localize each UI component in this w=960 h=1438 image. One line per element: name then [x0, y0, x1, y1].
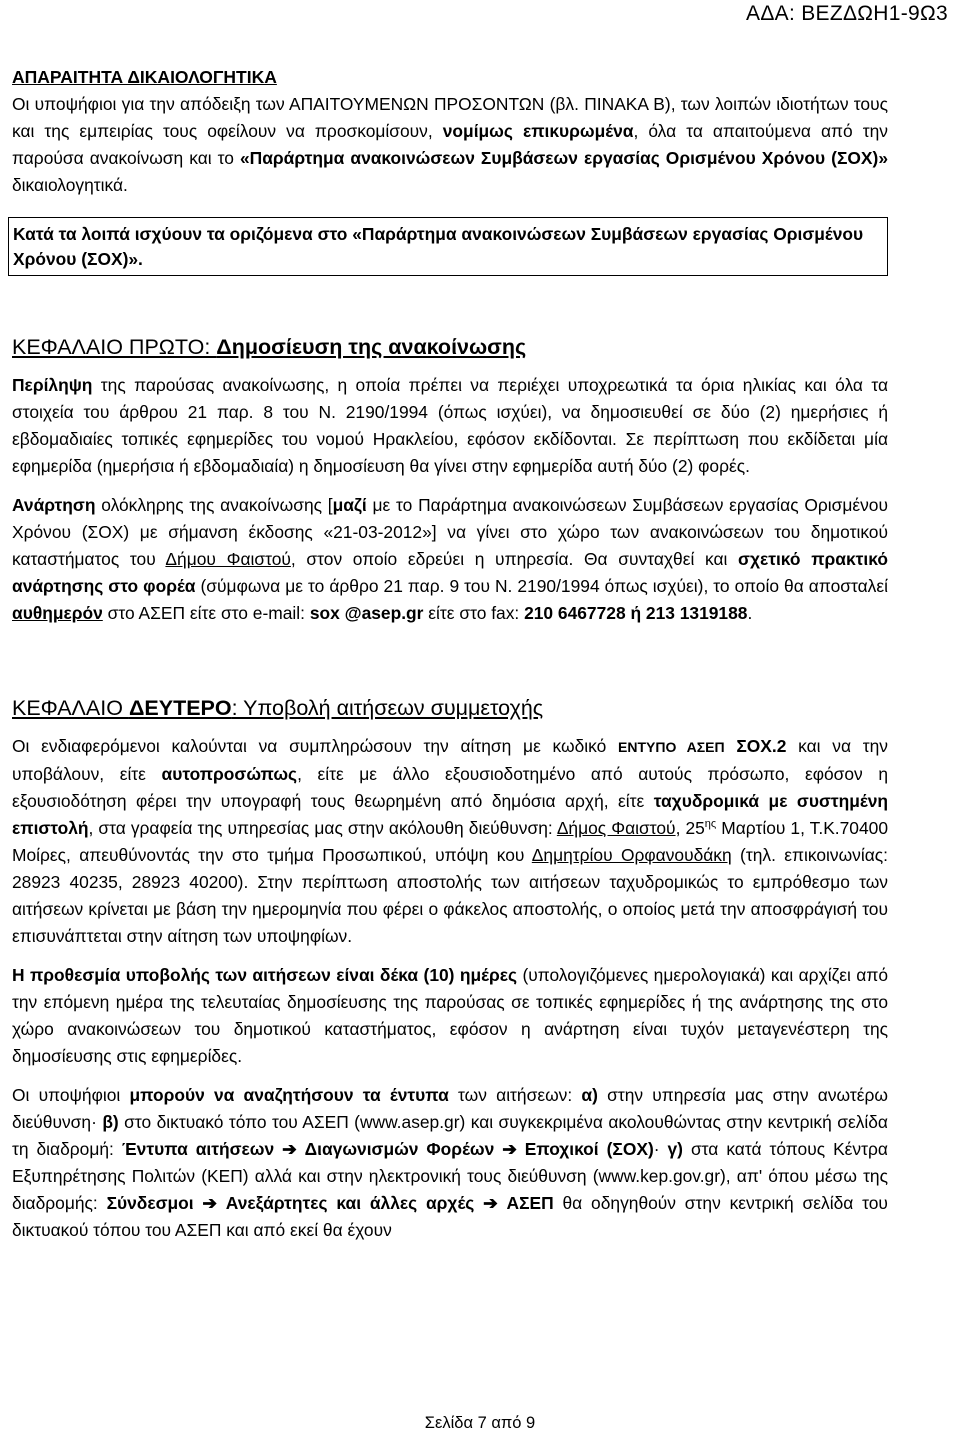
- summary-paragraph: Περίληψη της παρούσας ανακοίνωσης, η οποία πρέπει να περιέχει υποχρεωτικά τα όρια ηλικίας και όλα τα στοιχεία του άρθρου 21 παρ. 8 του Ν. 2190/1994 (όπως ισχύει), να δημοσιευθεί σε δύο (2) ημερήσιες ή εβδομαδιαίες τοπικές εφημερίδες του νομού Ηρακλείου, εφόσον εκδίδονται. Σε περίπτωση που εκδίδεται μία εφημερίδα (ημερήσια ή εβδομαδιαία) η δημοσίευση θα γίνει στην εφημερίδα αυτή δύο (2) φορές.: [12, 375, 888, 476]
- forms-paragraph: Οι υποψήφιοι μπορούν να αναζητήσουν τα έντυπα των αιτήσεων: α) στην υπηρεσία μας στην ανωτέρω διεύθυνση· β) στο δικτυακό τόπο του ΑΣΕΠ (www.asep.gr) και συγκεκριμένα ακολουθώντας στην κεντρική σελίδα τη διαδρομή: Έντυπα αιτήσεων ➔ Διαγωνισμών Φορέων ➔ Εποχικοί (ΣΟΧ)· γ) στα κατά τόπους Κέντρα Εξυπηρέτησης Πολιτών (ΚΕΠ) αλλά και στην ηλεκτρονική τους διεύθυνση (www.kep.gov.gr), απ' όπου μέσω της διαδρομής: Σύνδεσμοι ➔ Ανεξάρτητες και άλλες αρχές ➔ ΑΣΕΠ θα οδηγηθούν στην κεντρική σελίδα του δικτυακού τόπου του ΑΣΕΠ και από εκεί θα έχουν: [12, 1085, 888, 1240]
- boxed-note: Κατά τα λοιπά ισχύουν τα οριζόμενα στο «Παράρτημα ανακοινώσεων Συμβάσεων εργασίας Ορισμένου Χρόνου (ΣΟΧ)».: [8, 217, 888, 276]
- email-address: sox @asep.gr: [309, 603, 424, 623]
- section-title: ΑΠΑΡΑΙΤΗΤΑ ΔΙΚΑΙΟΛΟΓΗΤΙΚΑ: [12, 67, 277, 87]
- application-paragraph: Οι ενδιαφερόμενοι καλούνται να συμπληρώσουν την αίτηση με κωδικό ΕΝΤΥΠΟ ΑΣΕΠ ΣΟΧ.2 και να την υποβάλουν, είτε αυτοπροσώπως, είτε με άλλο εξουσιοδοτημένο από αυτούς πρόσωπο, εφόσον η εξουσιοδότηση φέρει την υπογραφή τους θεωρημένη από δημόσια αρχή, είτε ταχυδρομικά με συστημένη επιστολή, στα γραφεία της υπηρεσίας μας στην ακόλουθη διεύθυνση: Δήμος Φαιστού, $25^{\eta\varsigma}$ Μαρτίου 1, Τ.Κ.70400 Μοίρες, απευθύνοντάς την στο τμήμα Προσωπικού, υπόψη κου Δημητρίου Ορφανουδάκη (τηλ. επικοινωνίας: 28923 40235, 28923 40200). Στην περίπτωση αποστολής των αιτήσεων ταχυδρομικώς το εμπρόθεσμο των αιτήσεων κρίνεται με βάση την ημερομηνία που φέρει ο φάκελος αποστολής, ο οποίος μετά την αποσφράγισή του επισυνάπτεται στην αίτηση των υποψηφίων.: [12, 736, 889, 946]
- page-number: Σελίδα 7 από 9: [424, 1414, 536, 1432]
- ada-code: ΑΔΑ: ΒΕΖΔΩΗ1-9Ω3: [746, 2, 948, 25]
- arrow-right-icon: ➔: [483, 1193, 498, 1213]
- requirements-paragraph: Οι υποψήφιοι για την απόδειξη των ΑΠΑΙΤΟΥΜΕΝΩΝ ΠΡΟΣΟΝΤΩΝ (βλ. ΠΙΝΑΚΑ Β), των λοιπών ιδιοτήτων τους και της εμπειρίας τους οφείλουν να προσκομίσουν, νομίμως επικυρωμένα, όλα τα απαιτούμενα από την παρούσα ανακοίνωση και το «Παράρτημα ανακοινώσεων Συμβάσεων εργασίας Ορισμένου Χρόνου (ΣΟΧ)» δικαιολογητικά.: [12, 94, 888, 195]
- arrow-right-icon: ➔: [502, 1139, 517, 1159]
- page-content: [12, 64, 888, 1244]
- deadline-paragraph: Η προθεσμία υποβολής των αιτήσεων είναι δέκα (10) ημέρες (υπολογιζόμενες ημερολογιακά) και αρχίζει από την επόμενη ημέρα της τελευταίας δημοσίευσης της παρούσας σε τοπικές εφημερίδες ή της ανάρτησης της στο χώρο ανακοινώσεων του δημοτικού καταστήματος, εφόσον η ανάρτηση είναι τυχόν μεταγενέστερη της δημοσίευσης στις εφημερίδες.: [12, 965, 888, 1066]
- arrow-right-icon: ➔: [282, 1139, 297, 1159]
- chapter-two-title: ΚΕΦΑΛΑΙΟ ΔΕΥΤΕΡΟ: Υποβολή αιτήσεων συμμετοχής: [12, 696, 544, 720]
- fax-numbers: 210 6467728 ή 213 1319188: [524, 603, 748, 623]
- posting-paragraph: Ανάρτηση ολόκληρης της ανακοίνωσης [μαζί με το Παράρτημα ανακοινώσεων Συμβάσεων εργασίας Ορισμένου Χρόνου (ΣΟΧ) με σήμανση έκδοσης «21-03-2012»] να γίνει στο χώρο των ανακοινώσεων του δημοτικού καταστήματος του Δήμου Φαιστού, στον οποίο εδρεύει η υπηρεσία. Θα συνταχθεί και σχετικό πρακτικό ανάρτησης στο φορέα (σύμφωνα με το άρθρο 21 παρ. 9 του Ν. 2190/1994 όπως ισχύει), το οποίο θα αποσταλεί αυθημερόν στο ΑΣΕΠ είτε στο e-mail: sox @asep.gr είτε στο fax: 210 6467728 ή 213 1319188.: [12, 495, 889, 623]
- arrow-right-icon: ➔: [202, 1193, 217, 1213]
- chapter-one-title: ΚΕΦΑΛΑΙΟ ΠΡΩΤΟ: Δημοσίευση της ανακοίνωσης: [12, 335, 527, 359]
